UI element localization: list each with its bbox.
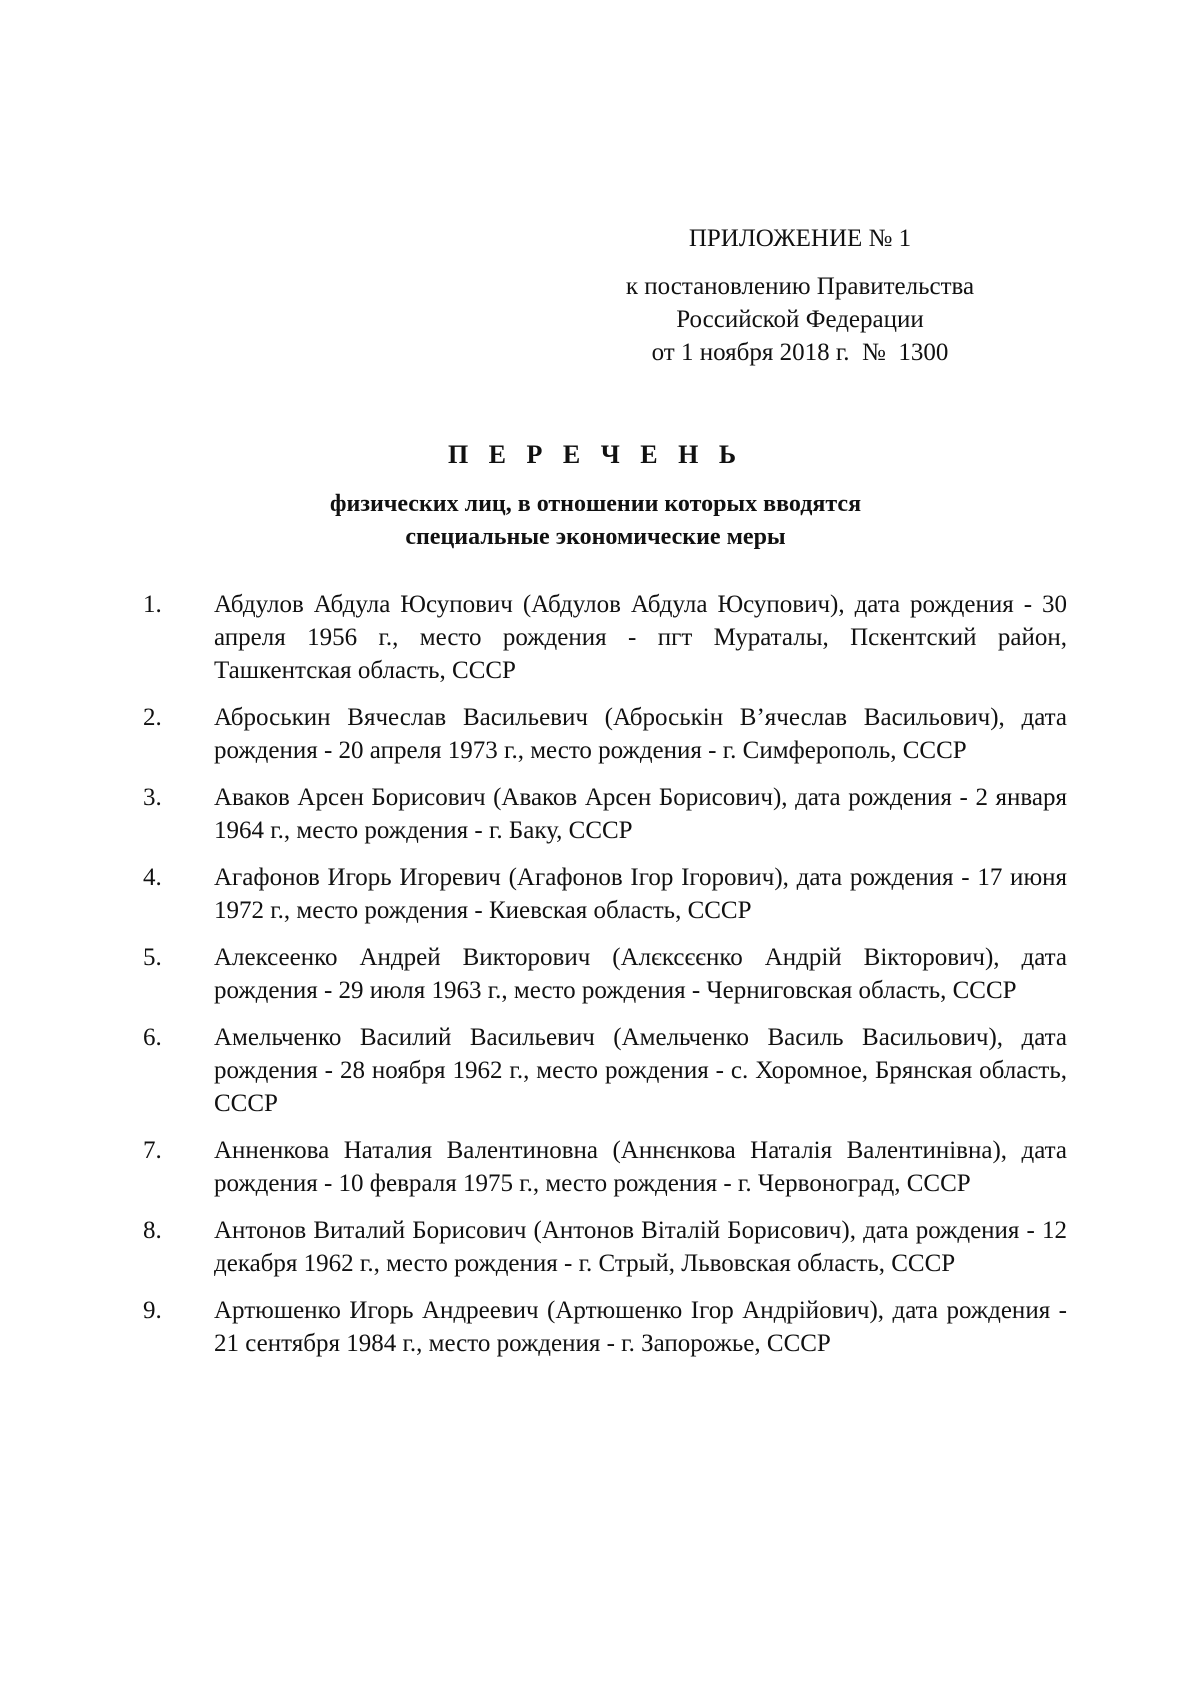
list-item-number: 8. bbox=[143, 1217, 162, 1244]
list-item-number: 1. bbox=[143, 591, 162, 618]
document-title: П Е Р Е Ч Е Н Ь bbox=[447, 440, 744, 469]
list-item bbox=[0, 1214, 1191, 1280]
list-item-number: 2. bbox=[143, 704, 162, 731]
list-item-text: Абдулов Абдула Юсупович (Абдулов Абдула Юсупович), дата рождения - 30 апреля 1956 г., место рождения - пгт Мураталы, Пскентский район, Ташкентская область, СССР bbox=[214, 591, 1067, 684]
list-item bbox=[0, 941, 1191, 1007]
list-item-number: 7. bbox=[143, 1137, 162, 1164]
list-item-number: 6. bbox=[143, 1024, 162, 1051]
list-item bbox=[0, 781, 1191, 847]
list-item-text: Амельченко Василий Васильевич (Амельченко Василь Васильович), дата рождения - 28 ноября 1962 г., место рождения - с. Хоромное, Брянская область, СССР bbox=[214, 1024, 1067, 1117]
list-item-text: Антонов Виталий Борисович (Антонов Віталій Борисович), дата рождения - 12 декабря 1962 г., место рождения - г. Стрый, Львовская область, СССР bbox=[214, 1217, 1067, 1277]
list-item bbox=[0, 588, 1191, 687]
list-item-text: Аваков Арсен Борисович (Аваков Арсен Борисович), дата рождения - 2 января 1964 г., место рождения - г. Баку, СССР bbox=[214, 784, 1067, 844]
appendix-line: к постановлению Правительства bbox=[625, 273, 975, 300]
list-item-number: 4. bbox=[143, 864, 162, 891]
list-item-text: Аброськин Вячеслав Васильевич (Аброськін В’ячеслав Васильович), дата рождения - 20 апреля 1973 г., место рождения - г. Симферополь, СССР bbox=[214, 704, 1067, 764]
list-item-number: 3. bbox=[143, 784, 162, 811]
list-item-text: Анненкова Наталия Валентиновна (Аннєнкова Наталія Валентинівна), дата рождения - 10 февраля 1975 г., место рождения - г. Червоноград, СССР bbox=[214, 1137, 1067, 1197]
list-item bbox=[0, 701, 1191, 767]
person-list bbox=[0, 588, 1191, 1374]
list-item-text: Агафонов Игорь Игоревич (Агафонов Ігор Ігорович), дата рождения - 17 июня 1972 г., место рождения - Киевская область, СССР bbox=[214, 864, 1067, 924]
list-item bbox=[0, 861, 1191, 927]
list-item-number: 9. bbox=[143, 1297, 162, 1324]
list-item bbox=[0, 1134, 1191, 1200]
subtitle-line: физических лиц, в отношении которых вводятся bbox=[329, 491, 862, 517]
list-item-number: 5. bbox=[143, 944, 162, 971]
list-item-text: Алексеенко Андрей Викторович (Алєксєєнко Андрій Вікторович), дата рождения - 29 июля 1963 г., место рождения - Черниговская область, СССР bbox=[214, 944, 1067, 1004]
list-item bbox=[0, 1021, 1191, 1120]
list-item bbox=[0, 1294, 1191, 1360]
subtitle-line: специальные экономические меры bbox=[405, 524, 786, 550]
appendix-block bbox=[600, 222, 1000, 369]
appendix-line: от 1 ноября 2018 г. № 1300 bbox=[651, 339, 949, 366]
appendix-title: ПРИЛОЖЕНИЕ № 1 bbox=[688, 225, 912, 252]
document-subtitle bbox=[0, 488, 1191, 554]
list-item-text: Артюшенко Игорь Андреевич (Артюшенко Ігор Андрійович), дата рождения - 21 сентября 1984 г., место рождения - г. Запорожье, СССР bbox=[214, 1297, 1067, 1357]
appendix-line: Российской Федерации bbox=[676, 306, 924, 333]
